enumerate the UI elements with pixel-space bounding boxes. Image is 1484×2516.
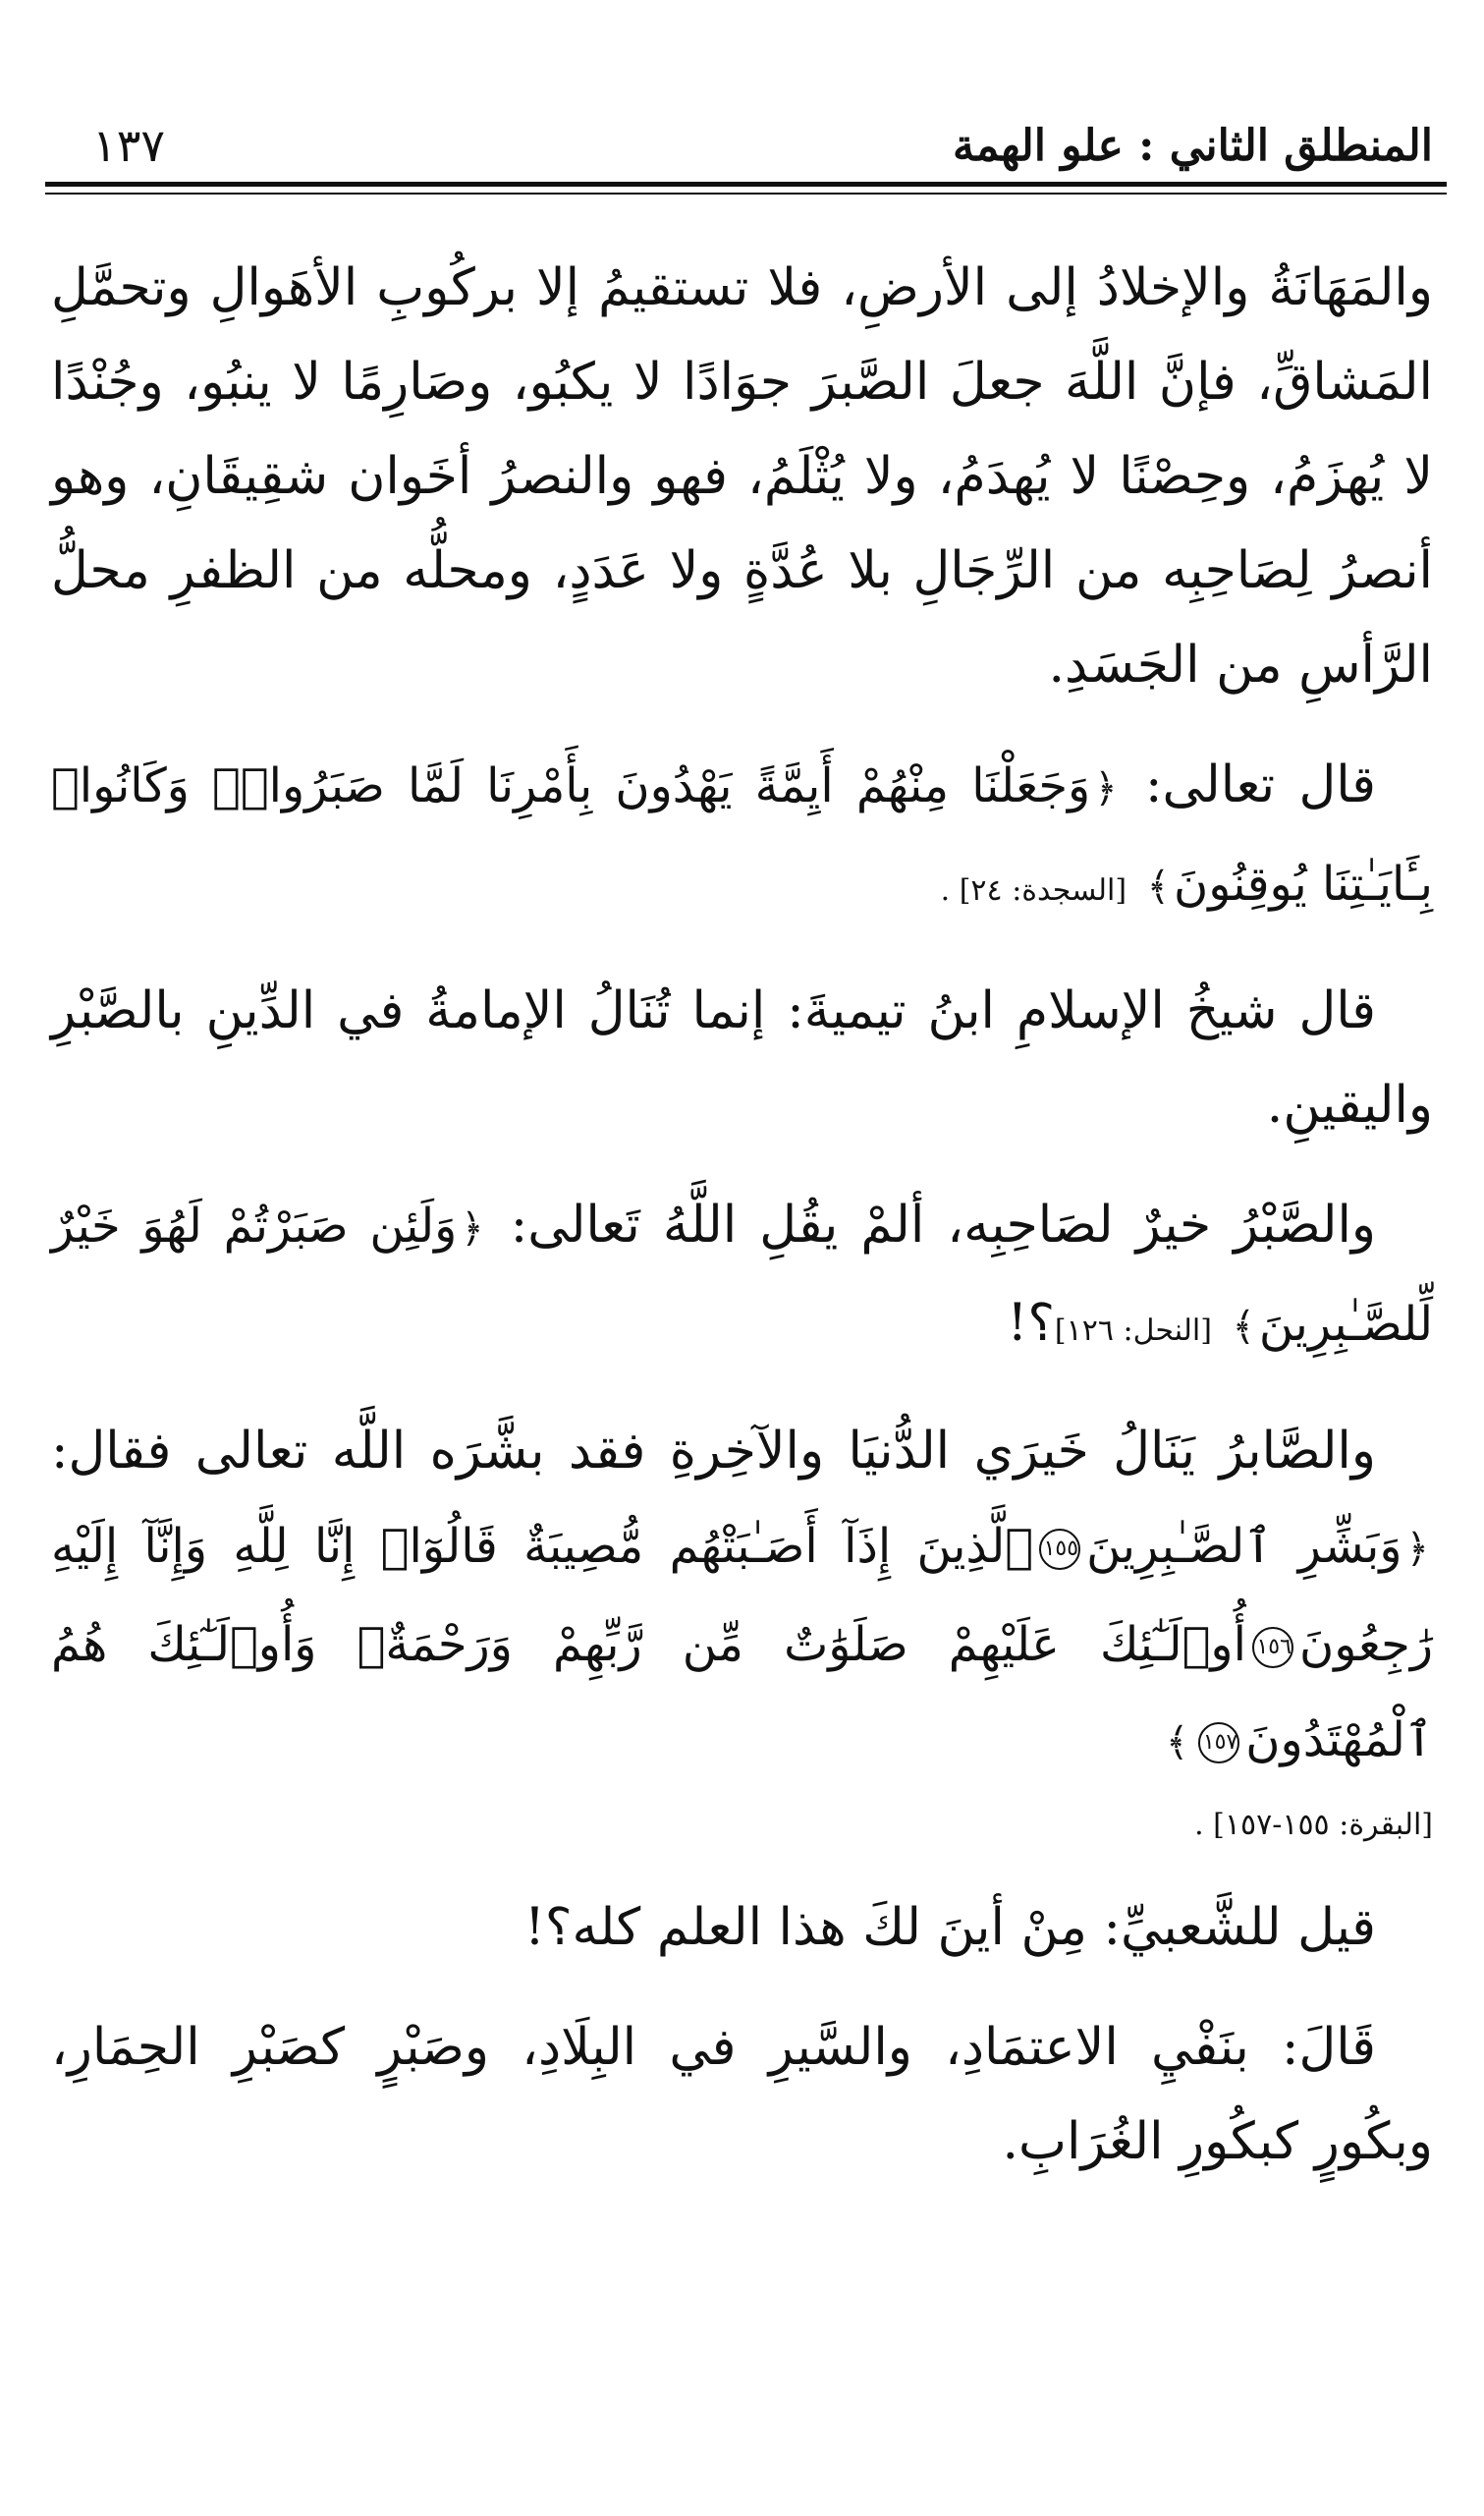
verse-reference: [السجدة: ٢٤] . (940, 873, 1127, 908)
intro-text: والصَّابرُ يَنَالُ خَيرَي الدُّنيَا والآخِرةِ فقد بشَّرَه اللَّه تعالى فقال: (51, 1422, 1376, 1481)
paragraph-ibn-taymiyyah: قال شيخُ الإسلامِ ابنُ تيميةَ: إنما تُنَالُ الإمامةُ في الدِّينِ بالصَّبْرِ واليقينِ. (51, 981, 1433, 1135)
paragraph-quran-sajdah (51, 738, 1433, 938)
header-rule-thick (45, 182, 1447, 187)
ayah-number-marker: ١٥٧ (1198, 1722, 1239, 1763)
quran-verse-155: وَبَشِّرِ ٱلصَّـٰبِرِينَ (1086, 1519, 1402, 1574)
ayah-number-marker: ١٥٦ (1252, 1627, 1293, 1668)
quran-verse-157: أُو۟لَـٰٓئِكَ عَلَيْهِمْ صَلَوَٰتٌ مِّن رَّبِّهِمْ وَرَحْمَةٌۖ وَأُو۟لَـٰٓئِكَ هُمُ ٱلْمُهْتَدُونَ (51, 1617, 1433, 1767)
quran-open-bracket: ﴿ (1094, 766, 1118, 811)
quran-verse-156: ٱلَّذِينَ إِذَآ أَصَـٰبَتْهُم مُّصِيبَةٌ قَالُوٓا۟ إِنَّا لِلَّهِ وَإِنَّآ إِلَيْهِ رَٰجِعُونَ (51, 1519, 1433, 1672)
page-number: ١٣٧ (92, 118, 166, 172)
intro-text: والصَّبْرُ خيرٌ لصَاحِبِه، ألمْ يقُلِ اللَّهُ تَعالى: (510, 1196, 1376, 1255)
question-exclamation: ؟! (1007, 1294, 1055, 1353)
page-body (51, 241, 1433, 2189)
paragraph-quran-baqarah (51, 1404, 1433, 1790)
ayah-number-marker: ١٥٥ (1039, 1529, 1080, 1570)
quran-close-bracket: ﴾ (1232, 1305, 1255, 1350)
running-head (51, 94, 1433, 173)
paragraph-shabi-answer: قَالَ: بنَفْيِ الاعتمَادِ، والسَّيرِ في البِلَادِ، وصَبْرٍ كصَبْرِ الحِمَارِ، وبكُورٍ كبكُورِ الغُرَابِ. (51, 2018, 1433, 2171)
chapter-title: المنطلق الثاني : علو الهمة (953, 121, 1433, 172)
quran-close-bracket: ﴾ (1146, 865, 1171, 910)
verse-reference: [البقرة: ١٥٥-١٥٧] . (1194, 1808, 1433, 1842)
quran-verse: وَلَئِن صَبَرْتُمْ لَهُوَ خَيْرٌ لِّلصَّـٰبِرِينَ (51, 1199, 1433, 1352)
quran-open-bracket: ﴿ (461, 1206, 484, 1252)
paragraph-shabi-question: قيل للشَّعبيِّ: مِنْ أينَ لكَ هذا العلم كله؟! (523, 1898, 1376, 1957)
quran-open-bracket: ﴿ (1405, 1527, 1430, 1572)
quran-close-bracket: ﴾ (1165, 1720, 1189, 1765)
verse-reference: [النحل: ١٢٦] (1054, 1314, 1212, 1348)
paragraph-patience-virtues: والمَهَانَةُ والإخلادُ إلى الأرضِ، فلا تستقيمُ إلا بركُوبِ الأهَوالِ وتحمَّلِ المَشاقِّ، فإنَّ اللَّهَ جعلَ الصَّبرَ جوَادًا لا يكبُو، وصَارِمًا لا ينبُو، وجُنْدًا لا يُهزَمُ، وحِصْنًا لا يُهدَمُ، ولا يُثْلَمُ، فهو والنصرُ أخَوان شقِيقَانِ، وهو أنصرُ لِصَاحِبِه من الرِّجَالِ بلا عُدَّةٍ ولا عَدَدٍ، ومحلُّه من الظفرِ محلُّ الرَّأسِ من الجَسَدِ. (51, 258, 1433, 695)
quran-verse: وَجَعَلْنَا مِنْهُمْ أَيِمَّةً يَهْدُونَ بِأَمْرِنَا لَمَّا صَبَرُوا۟ۖ وَكَانُوا۟ بِـَٔايَـٰتِنَا يُوقِنُونَ (51, 758, 1433, 912)
header-rule-thin (45, 193, 1447, 195)
paragraph-quran-nahl (51, 1178, 1433, 1378)
intro-text: قال تعالى: (1145, 755, 1376, 814)
